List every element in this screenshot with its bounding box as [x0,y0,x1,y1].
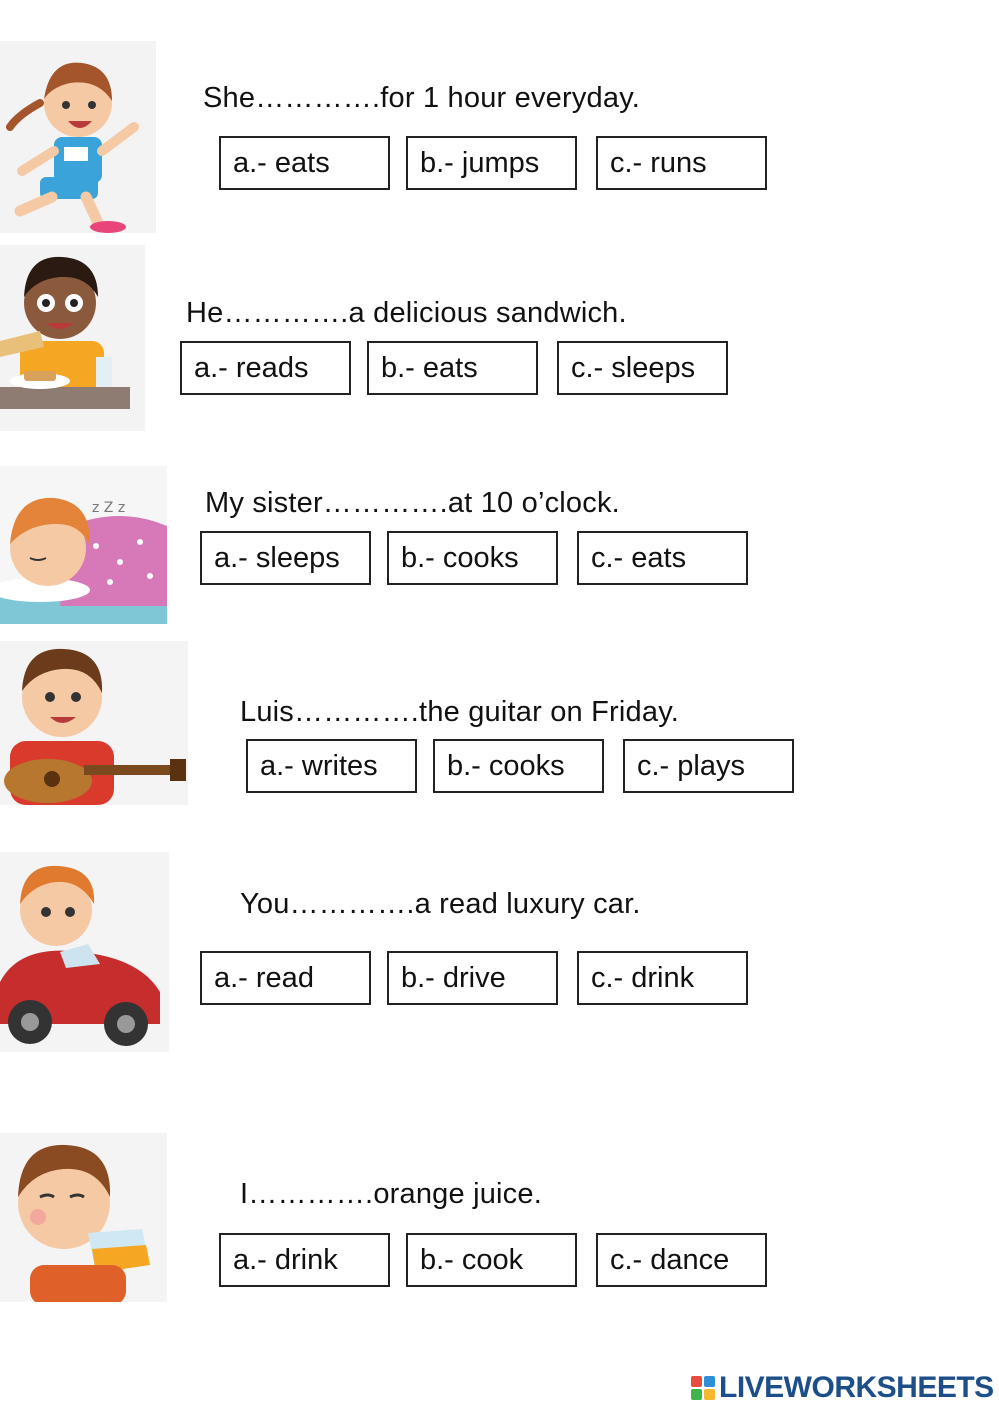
question-3-sentence: My sister………….at 10 o’clock. [205,487,620,519]
question-2-option-b[interactable]: b.- eats [367,341,538,395]
question-3-option-b[interactable]: b.- cooks [387,531,558,585]
question-6-option-b[interactable]: b.- cook [406,1233,577,1287]
question-3-option-a[interactable]: a.- sleeps [200,531,371,585]
girl-running-picture [0,41,156,233]
svg-text:z Z z: z Z z [92,500,126,516]
question-4-option-a[interactable]: a.- writes [246,739,417,793]
question-1-option-c[interactable]: c.- runs [596,136,767,190]
question-4-sentence: Luis………….the guitar on Friday. [240,696,680,728]
question-5-option-a[interactable]: a.- read [200,951,371,1005]
boy-drinking-picture [0,1133,167,1302]
question-4-option-c[interactable]: c.- plays [623,739,794,793]
liveworksheets-brand-text: LIVEWORKSHEETS [719,1371,994,1404]
question-5-option-b[interactable]: b.- drive [387,951,558,1005]
girl-sleeping-picture [0,466,167,624]
boy-guitar-picture [0,641,188,805]
question-3-option-c[interactable]: c.- eats [577,531,748,585]
boy-eating-picture [0,245,145,431]
boy-driving-picture [0,852,169,1052]
liveworksheets-logo[interactable] [691,1372,994,1404]
question-6-sentence: I………….orange juice. [240,1178,542,1210]
question-1-sentence: She………….for 1 hour everyday. [203,82,641,114]
question-2-option-a[interactable]: a.- reads [180,341,351,395]
question-5-option-c[interactable]: c.- drink [577,951,748,1005]
question-2-option-c[interactable]: c.- sleeps [557,341,728,395]
liveworksheets-logo-icon [691,1376,715,1400]
question-1-option-a[interactable]: a.- eats [219,136,390,190]
question-2-sentence: He………….a delicious sandwich. [186,297,627,329]
question-6-option-a[interactable]: a.- drink [219,1233,390,1287]
question-1-option-b[interactable]: b.- jumps [406,136,577,190]
question-5-sentence: You………….a read luxury car. [240,888,641,920]
question-6-option-c[interactable]: c.- dance [596,1233,767,1287]
question-4-option-b[interactable]: b.- cooks [433,739,604,793]
